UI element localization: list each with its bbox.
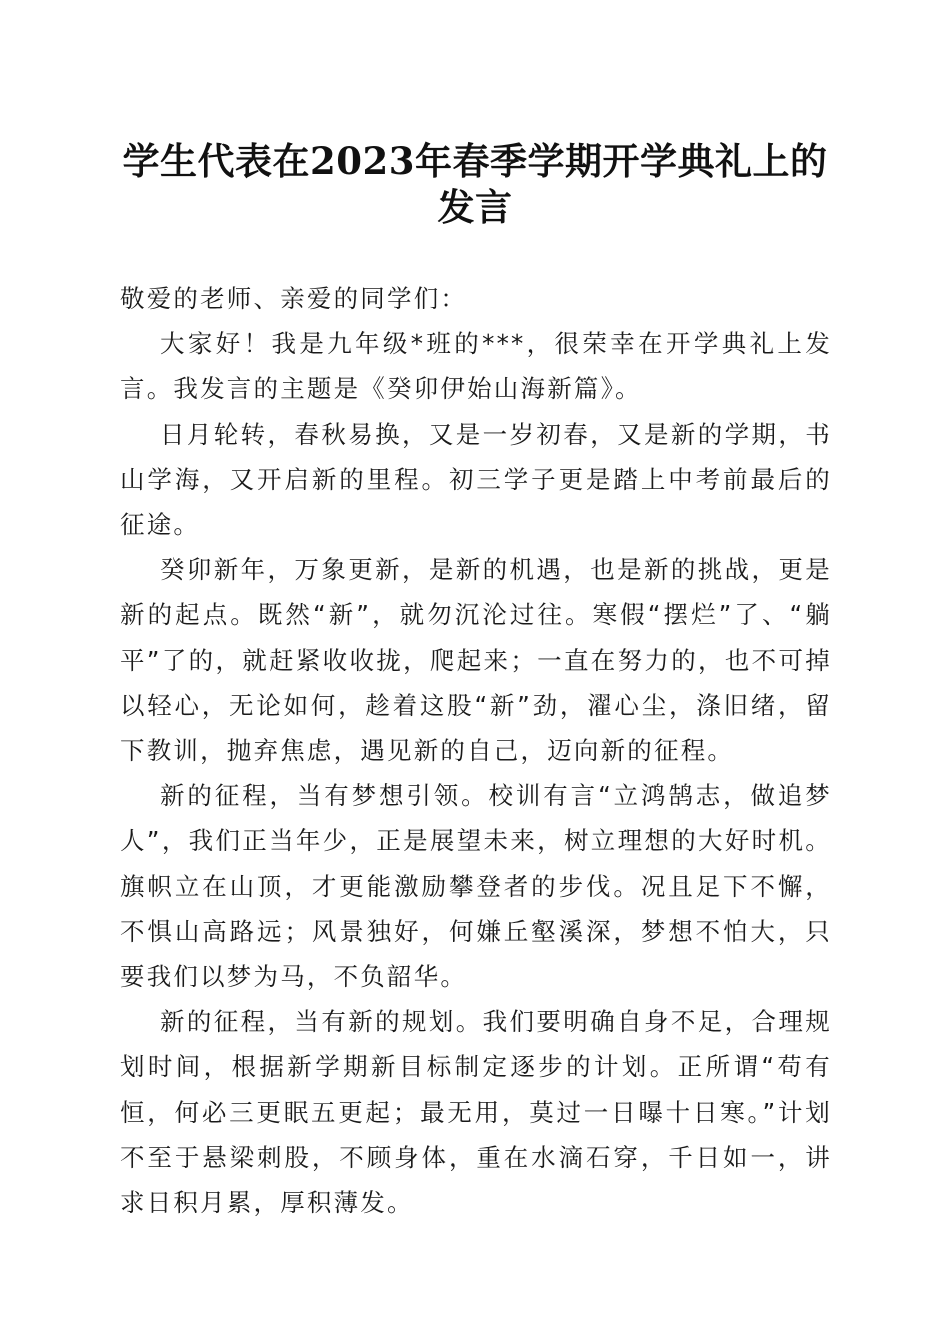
paragraph-dreams: 新的征程，当有梦想引领。校训有言“立鸿鹄志，做追梦人”，我们正当年少，正是展望未来，树立理想的大好时机。旗帜立在山顶，才更能激励攀登者的步伐。况且足下不懈，不惧山高路远；风景独好，何嫌丘壑溪深，梦想不怕大，只要我们以梦为马，不负韶华。 (120, 781, 832, 992)
paragraph-new-start: 癸卯新年，万象更新，是新的机遇，也是新的挑战，更是新的起点。既然“新”，就勿沉沦过往。寒假“摆烂”了、“躺平”了的，就赶紧收收拢，爬起来；一直在努力的，也不可掉以轻心，无论如何，趁着这股“新”劲，濯心尘，涤旧绪，留下教训，抛弃焦虑，遇见新的自己，迈向新的征程。 (120, 555, 832, 766)
document-body (120, 276, 832, 1225)
paragraph-planning: 新的征程，当有新的规划。我们要明确自身不足，合理规划时间，根据新学期新目标制定逐步的计划。正所谓“苟有恒，何必三更眠五更起；最无用，莫过一日曝十日寒。”计划不至于悬梁刺股，不顾身体，重在水滴石穿，千日如一，讲求日积月累，厚积薄发。 (120, 1007, 832, 1218)
salutation: 敬爱的老师、亲爱的同学们： (120, 284, 468, 313)
paragraph-greeting: 大家好！我是九年级*班的***，很荣幸在开学典礼上发言。我发言的主题是《癸卯伊始山海新篇》。 (120, 329, 832, 404)
paragraph-new-semester: 日月轮转，春秋易换，又是一岁初春，又是新的学期，书山学海，又开启新的里程。初三学子更是踏上中考前最后的征途。 (120, 419, 832, 540)
document-title: 学生代表在2023年春季学期开学典礼上的发言 (122, 139, 828, 229)
